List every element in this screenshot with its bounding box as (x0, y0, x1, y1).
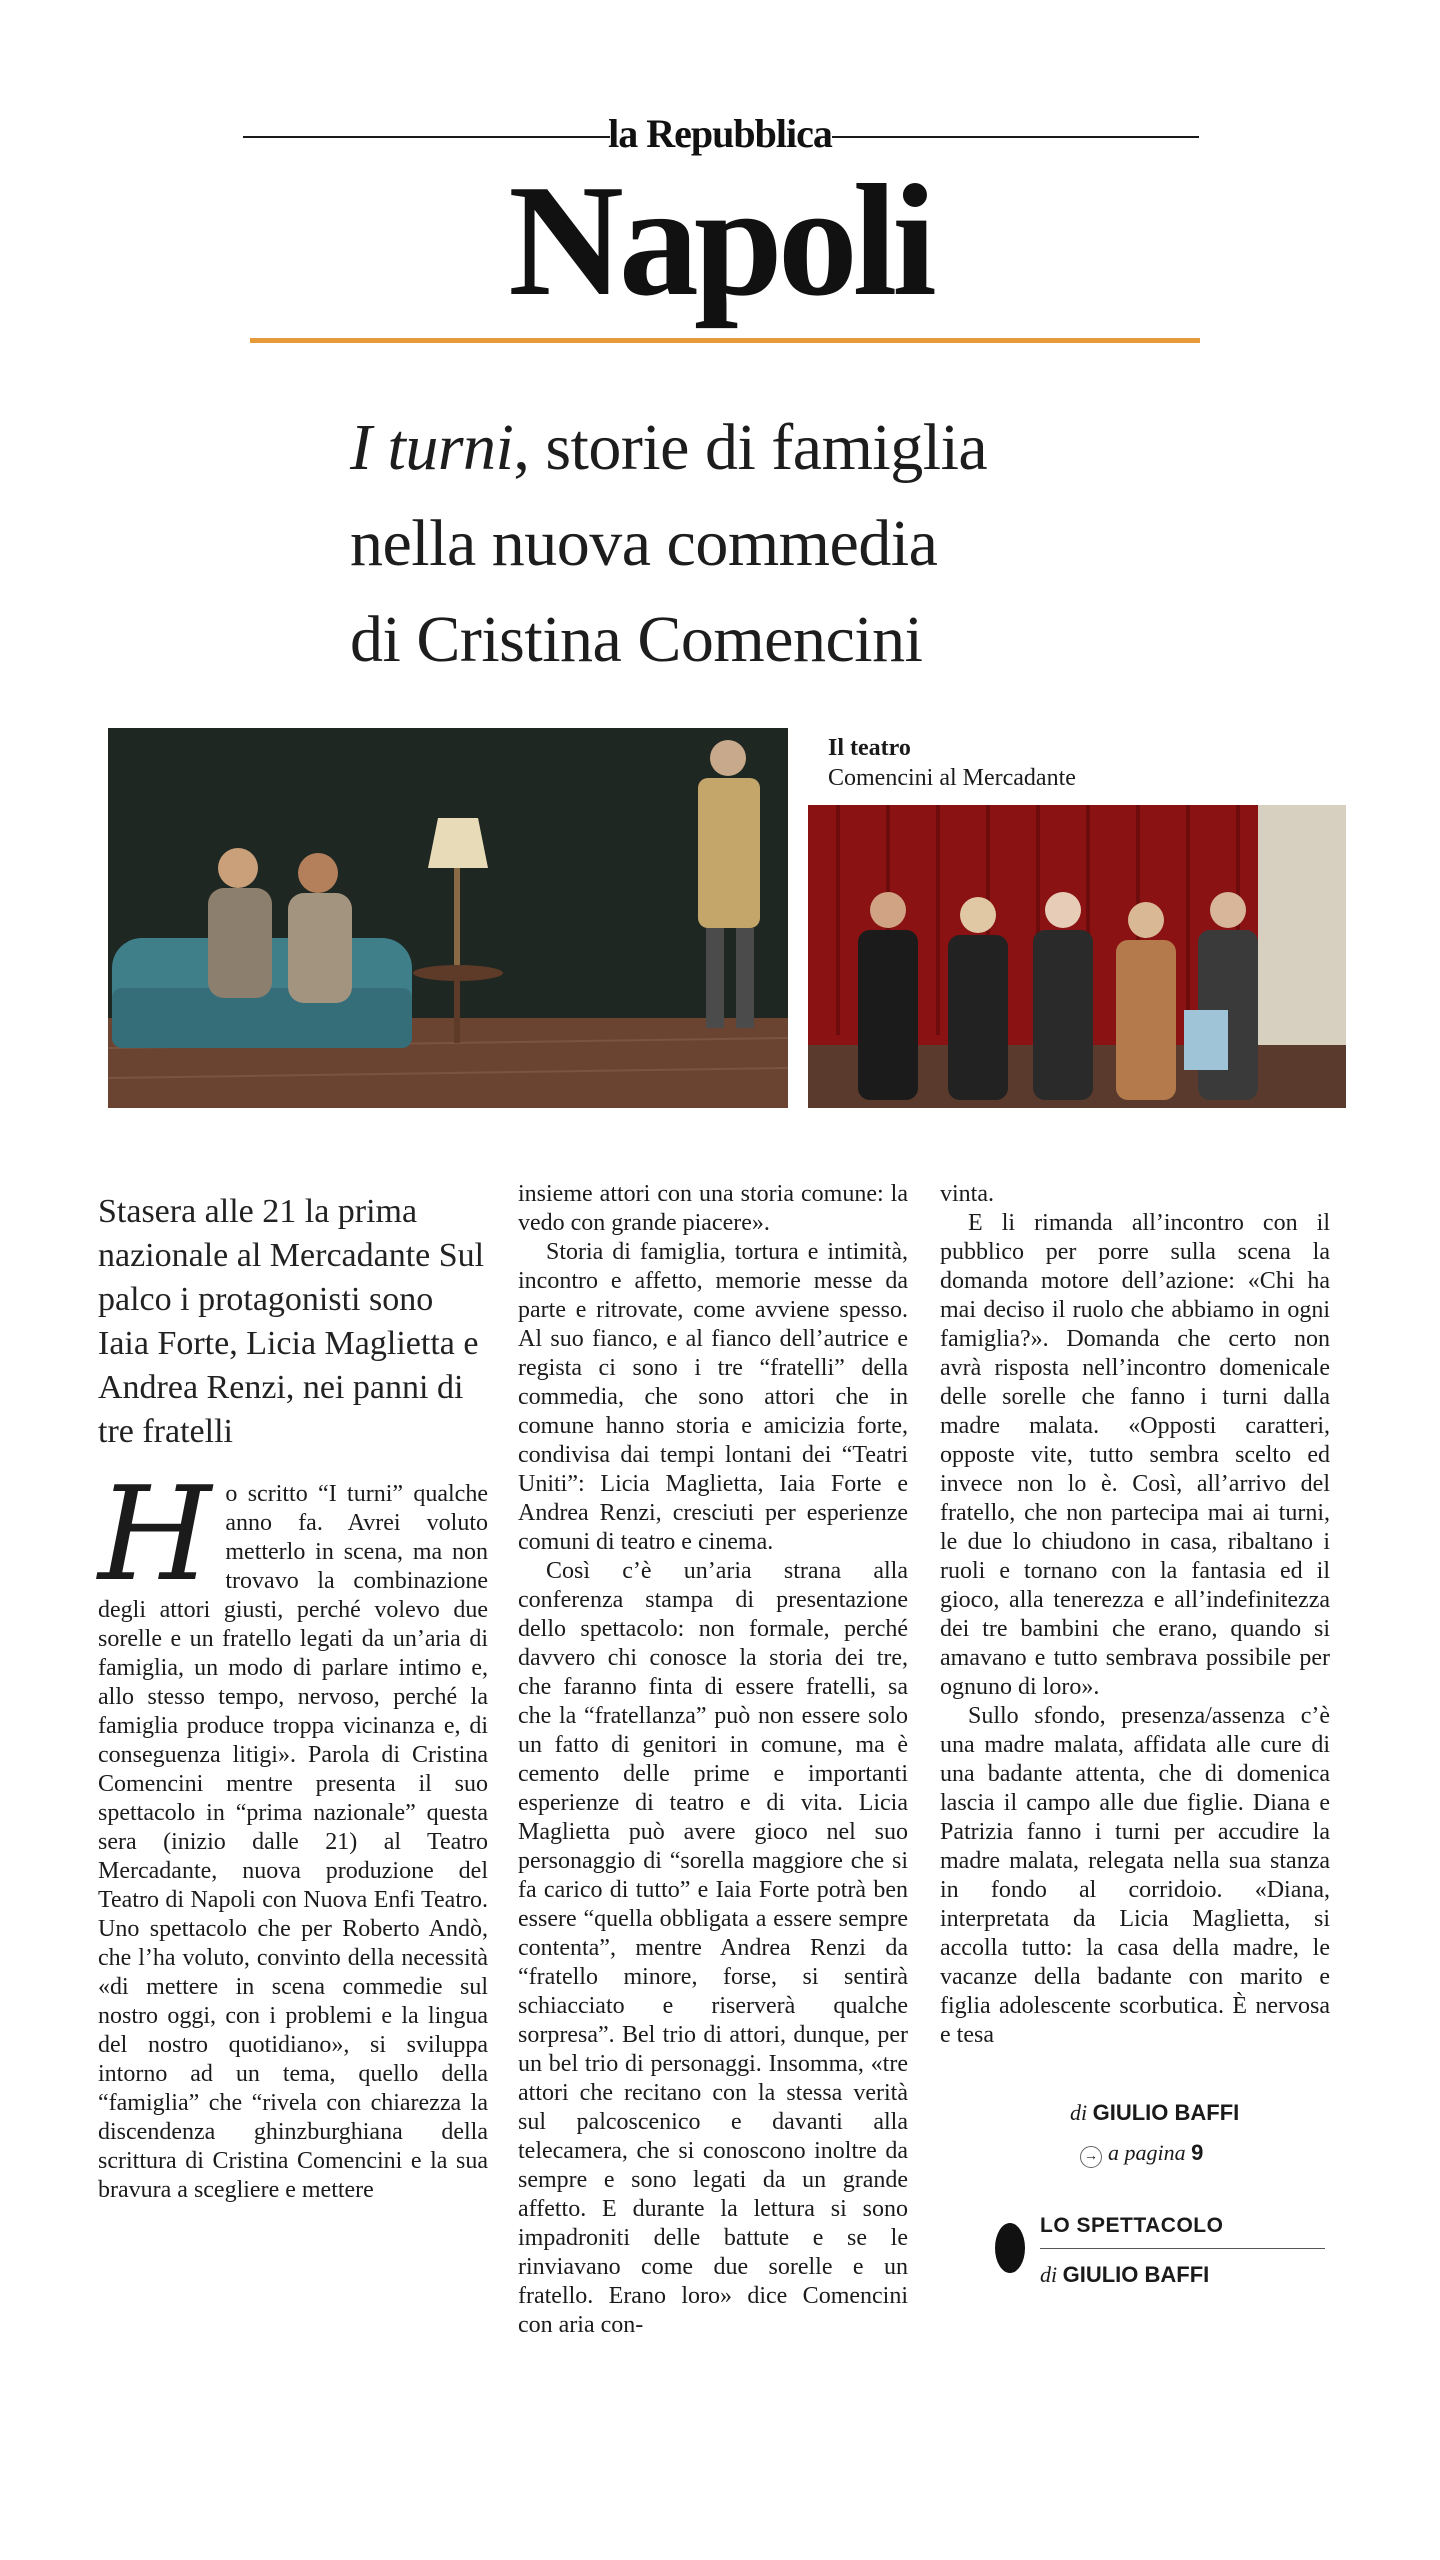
photo-caption-title: Il teatro (828, 735, 911, 761)
headline-italic: I turni (350, 411, 514, 484)
article-paragraph: Storia di famiglia, tortura e intimità, incontro e affetto, memorie messe da parte e ritrovate, come avviene spesso. Al suo fianco, e al fianco dell’autrice e regista ci sono i tre “fratelli” della commedia, che sono attori che in comune hanno storia e amicizia forte, condivisa dai tempi lontani dei “Teatri Uniti”: Licia Maglietta, Iaia Forte e Andrea Renzi, cresciuti per esperienze comuni di teatro e cinema. (518, 1239, 908, 1555)
article-column-1 (98, 1458, 488, 2205)
lede: Stasera alle 21 la prima nazionale al Mercadante Sul palco i protagonisti sono Iaia Forte, Licia Maglietta e Andrea Renzi, nei panni di tre fratelli (98, 1193, 485, 1450)
byline (1070, 2100, 1239, 2126)
headline (350, 400, 1210, 688)
article-paragraph: Così c’è un’aria strana alla conferenza stampa di presentazione dello spettacolo: non formale, perché davvero chi conosce la storia dei tre, che faranno finta di essere fratelli, sa che la “fratellanza” può non essere solo un fatto di genitori in comune, ma è cemento delle prime e importanti esperienze di teatro e di vita. Licia Maglietta può avere gioco nel suo personaggio di “sorella maggiore che si fa carico di tutto” e Iaia Forte potrà ben essere “quella obbligata a essere sempre contenta”, mentre Andrea Renzi da “fratello minore, forse, si sentirà schiacciato e riserverà qualche sorpresa”. Bel trio di attori, dunque, per un bel trio di personaggi. Insomma, «tre attori che recitano con la stessa verità sul palcoscenico e davanti alla telecamera, che si conoscono inoltre da sempre e sono legati da un grande affetto. E durante la lettura si sono impadroniti delle battute e se le rinviavano come due sorelle e un fratello. Erano loro» dice Comencini con aria con- (518, 1558, 908, 2338)
article-paragraph: vinta. (940, 1181, 994, 1207)
section-logo-icon (995, 2223, 1025, 2273)
headline-line1-rest: , storie di famiglia (513, 411, 988, 484)
section-byline-prefix: di (1040, 2262, 1058, 2287)
photo-caption-subtitle: Comencini al Mercadante (828, 765, 1076, 791)
arrow-right-icon: → (1080, 2146, 1102, 2168)
masthead-rule-right (832, 136, 1199, 138)
masthead-rule-left (243, 136, 610, 138)
section-rule (1040, 2248, 1325, 2249)
headline-line3: di Cristina Comencini (350, 603, 923, 676)
masthead-brand: la Repubblica (608, 111, 832, 156)
stage-illustration (108, 728, 788, 1108)
article-paragraph: E li rimanda all’incontro con il pubblico per porre sulla scena la domanda motore dell’azione: «Chi ha mai deciso il ruolo che abbiamo in ogni famiglia?». Domanda che certo non avrà risposta nell’incontro domenicale delle sorelle che fanno i turni dalla madre malata. «Opposti caratteri, opposte vite, tutto sembra scelto ed invece non lo è. Così, all’arrivo del fratello, che non partecipa mai ai turni, le due lo chiudono in casa, ribaltano i ruoli e tornano con la fantasia ed il gioco, alla tenerezza e all’indefinitezza dei tre bambini che erano, quando si amavano e tutto sembrava possibile per ognuno di loro». (940, 1210, 1330, 1700)
masthead-city: Napoli (508, 151, 932, 329)
section-byline (1040, 2262, 1209, 2288)
stage-photo (108, 728, 788, 1108)
continuation-ref[interactable] (1080, 2140, 1203, 2168)
dropcap: H (98, 1458, 212, 1610)
article-column-2 (518, 1180, 908, 2340)
byline-author: GIULIO BAFFI (1092, 2100, 1240, 2125)
press-illustration (808, 805, 1346, 1108)
byline-prefix: di (1070, 2100, 1088, 2125)
continuation-text: a pagina (1108, 2140, 1186, 2165)
headline-line2: nella nuova commedia (350, 507, 938, 580)
press-photo (808, 805, 1346, 1108)
continuation-page: 9 (1191, 2140, 1204, 2165)
section-byline-author: GIULIO BAFFI (1062, 2262, 1210, 2287)
article-paragraph: insieme attori con una storia comune: la vedo con grande piacere». (518, 1181, 908, 1236)
section-label: LO SPETTACOLO (1040, 2214, 1224, 2237)
article-paragraph: Sullo sfondo, presenza/assenza c’è una madre malata, affidata alle cure di una badante attenta, che di domenica lascia il campo alle due figlie. Diana e Patrizia fanno i turni per accudire la madre malata, relegata nella sua stanza in fondo al corridoio. «Diana, interpretata da Licia Maglietta, si accolla tutto: la casa della madre, le vacanze della badante con marito e figlia adolescente scorbutica. È nervosa e tesa (940, 1703, 1330, 2048)
article-column-3 (940, 1180, 1330, 2050)
masthead-accent-rule (250, 338, 1200, 343)
article-paragraph: o scritto “I turni” qualche anno fa. Avrei voluto metterlo in scena, ma non trovavo la combinazione degli attori giusti, perché volevo due sorelle e un fratello legati da un’aria di famiglia, un modo di parlare intimo e, allo stesso tempo, nervoso, perché la famiglia produce troppa vicinanza e, di conseguenza litigi». Parola di Cristina Comencini mentre presenta il suo spettacolo in “prima nazionale” questa sera (inizio dalle 21) al Teatro Mercadante, nuova produzione del Teatro di Napoli con Nuova Enfi Teatro. Uno spettacolo che per Roberto Andò, che l’ha voluto, convinto della necessità «di mettere in scena commedie sul nostro oggi, con i problemi e la lingua del nostro quotidiano», si sviluppa intorno ad un tema, quello della “famiglia” che “rivela con chiarezza la discendenza ghinzburghiana della scrittura di Cristina Comencini e la sua bravura a scegliere e mettere (98, 1481, 488, 2203)
